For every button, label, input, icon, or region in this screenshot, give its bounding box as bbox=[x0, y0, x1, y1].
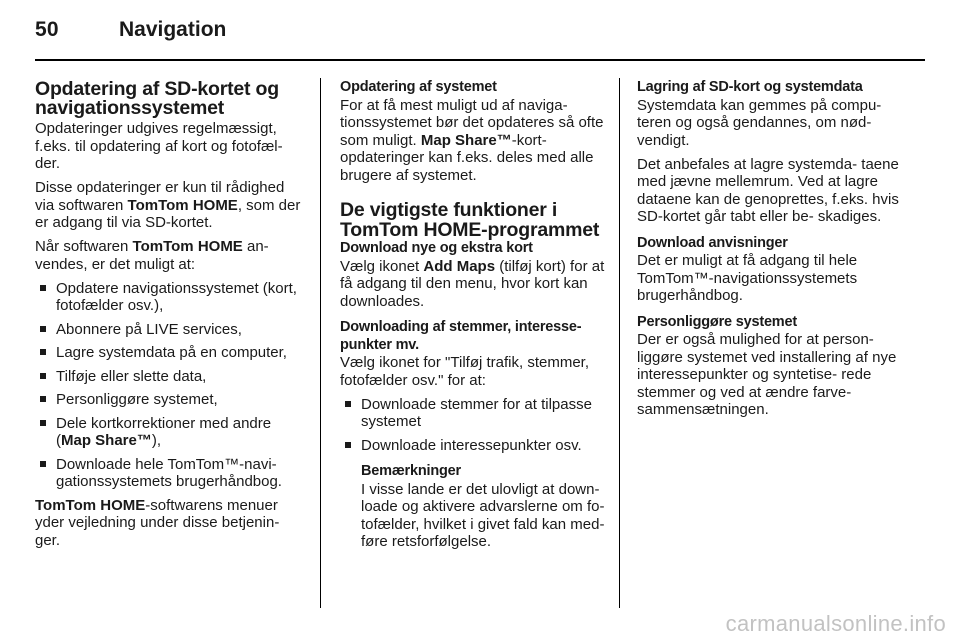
store-data-paragraph-2: Det anbefales at lagre systemda- taene med jævne mellemrum. Ved at lagre dataene kan de genoprettes, f.eks. hvis SD-kortet går tabt eller be- skadiges. bbox=[637, 155, 899, 225]
list-item: Opdatere navigationssystemet (kort, fotofælder osv.), bbox=[35, 280, 307, 315]
list-item: Personliggøre systemet, bbox=[35, 391, 307, 409]
column-divider-left bbox=[320, 78, 321, 608]
subheading-store-data: Lagring af SD-kort og systemdata bbox=[637, 79, 863, 95]
download-guide-paragraph: Det er muligt at få adgang til hele TomTom™-navigationssystemets brugerhåndbog. bbox=[637, 252, 858, 304]
right-column bbox=[637, 79, 907, 425]
middle-column bbox=[340, 79, 606, 557]
bullet-icon bbox=[40, 461, 46, 467]
bullet-icon bbox=[40, 349, 46, 355]
intro-paragraph-1: Opdateringer udgives regelmæssigt, f.eks. til opdatering af kort og fotofæl- der. bbox=[35, 120, 283, 172]
bullet-icon bbox=[40, 326, 46, 332]
list-item: Lagre systemdata på en computer, bbox=[35, 344, 307, 362]
intro-paragraph-2: Disse opdateringer er kun til rådighed via softwaren TomTom HOME, som der er adgang til via SD-kortet. bbox=[35, 179, 301, 231]
left-column bbox=[35, 80, 307, 556]
list-item: Tilføje eller slette data, bbox=[35, 368, 307, 386]
list-item: Dele kortkorrektioner med andre (Map Share™), bbox=[35, 415, 307, 450]
list-item: Downloade stemmer for at tilpasse systemet bbox=[340, 396, 606, 431]
list-item: Downloade interessepunkter osv. bbox=[340, 437, 606, 455]
bullet-icon bbox=[345, 401, 351, 407]
note-title: Bemærkninger bbox=[361, 463, 461, 479]
personalise-paragraph: Der er også mulighed for at person- liggøre systemet ved installering af nye interessepunkter og syntetise- rede stemmer og ved at ændre farve- sammensætningen. bbox=[637, 331, 897, 418]
note-text: I visse lande er det ulovligt at down- loade og aktivere advarslerne om fo- tofælder, hvilket i givet fald kan med- føre retsforfølgelse. bbox=[361, 480, 605, 550]
subheading-personalise: Personliggøre systemet bbox=[637, 313, 797, 330]
subheading-download-guide: Download anvisninger bbox=[637, 234, 788, 251]
list-item: Downloade hele TomTom™-navi- gationssystemets brugerhåndbog. bbox=[35, 456, 307, 491]
chapter-title: Navigation bbox=[119, 18, 227, 41]
system-update-paragraph: For at få mest muligt ud af naviga- tionssystemet bør det opdateres så ofte som muligt. Map Share™-kort- opdateringer kan f.eks. deles med alle brugere af systemet. bbox=[340, 96, 604, 184]
header-rule bbox=[35, 59, 925, 61]
section-heading-sd-update: Opdatering af SD-kortet og navigationssystemet bbox=[35, 78, 279, 119]
download-maps-paragraph: Vælg ikonet Add Maps (tilføj kort) for at få adgang til den menu, hvor kort kan downloades. bbox=[340, 257, 605, 310]
note-box bbox=[361, 463, 606, 551]
watermark: carmanualsonline.info bbox=[725, 611, 946, 636]
bullet-icon bbox=[40, 373, 46, 379]
subheading-download-maps: Download nye og ekstra kort bbox=[340, 240, 533, 256]
column-divider-right bbox=[619, 78, 620, 608]
page-number: 50 bbox=[35, 18, 59, 41]
bullet-icon bbox=[40, 420, 46, 426]
intro-paragraph-3: Når softwaren TomTom HOME an- vendes, er det muligt at: bbox=[35, 238, 269, 273]
bullet-icon bbox=[40, 396, 46, 402]
section-heading-main-functions: De vigtigste funktioner i TomTom HOME-programmet bbox=[340, 199, 600, 241]
bullet-icon bbox=[40, 285, 46, 291]
store-data-paragraph: Systemdata kan gemmes på compu- teren og også gendannes, om nød- vendigt. bbox=[637, 96, 882, 149]
list-item: Abonnere på LIVE services, bbox=[35, 321, 307, 339]
download-voices-paragraph: Vælg ikonet for "Tilføj trafik, stemmer, fotofælder osv." for at: bbox=[340, 354, 589, 389]
subheading-system-update: Opdatering af systemet bbox=[340, 79, 497, 95]
outro-paragraph: TomTom HOME-softwarens menuer yder vejledning under disse betjenin- ger. bbox=[35, 496, 280, 549]
bullet-icon bbox=[345, 442, 351, 448]
subheading-download-voices: Downloading af stemmer, interesse- punkter mv. bbox=[340, 319, 582, 353]
